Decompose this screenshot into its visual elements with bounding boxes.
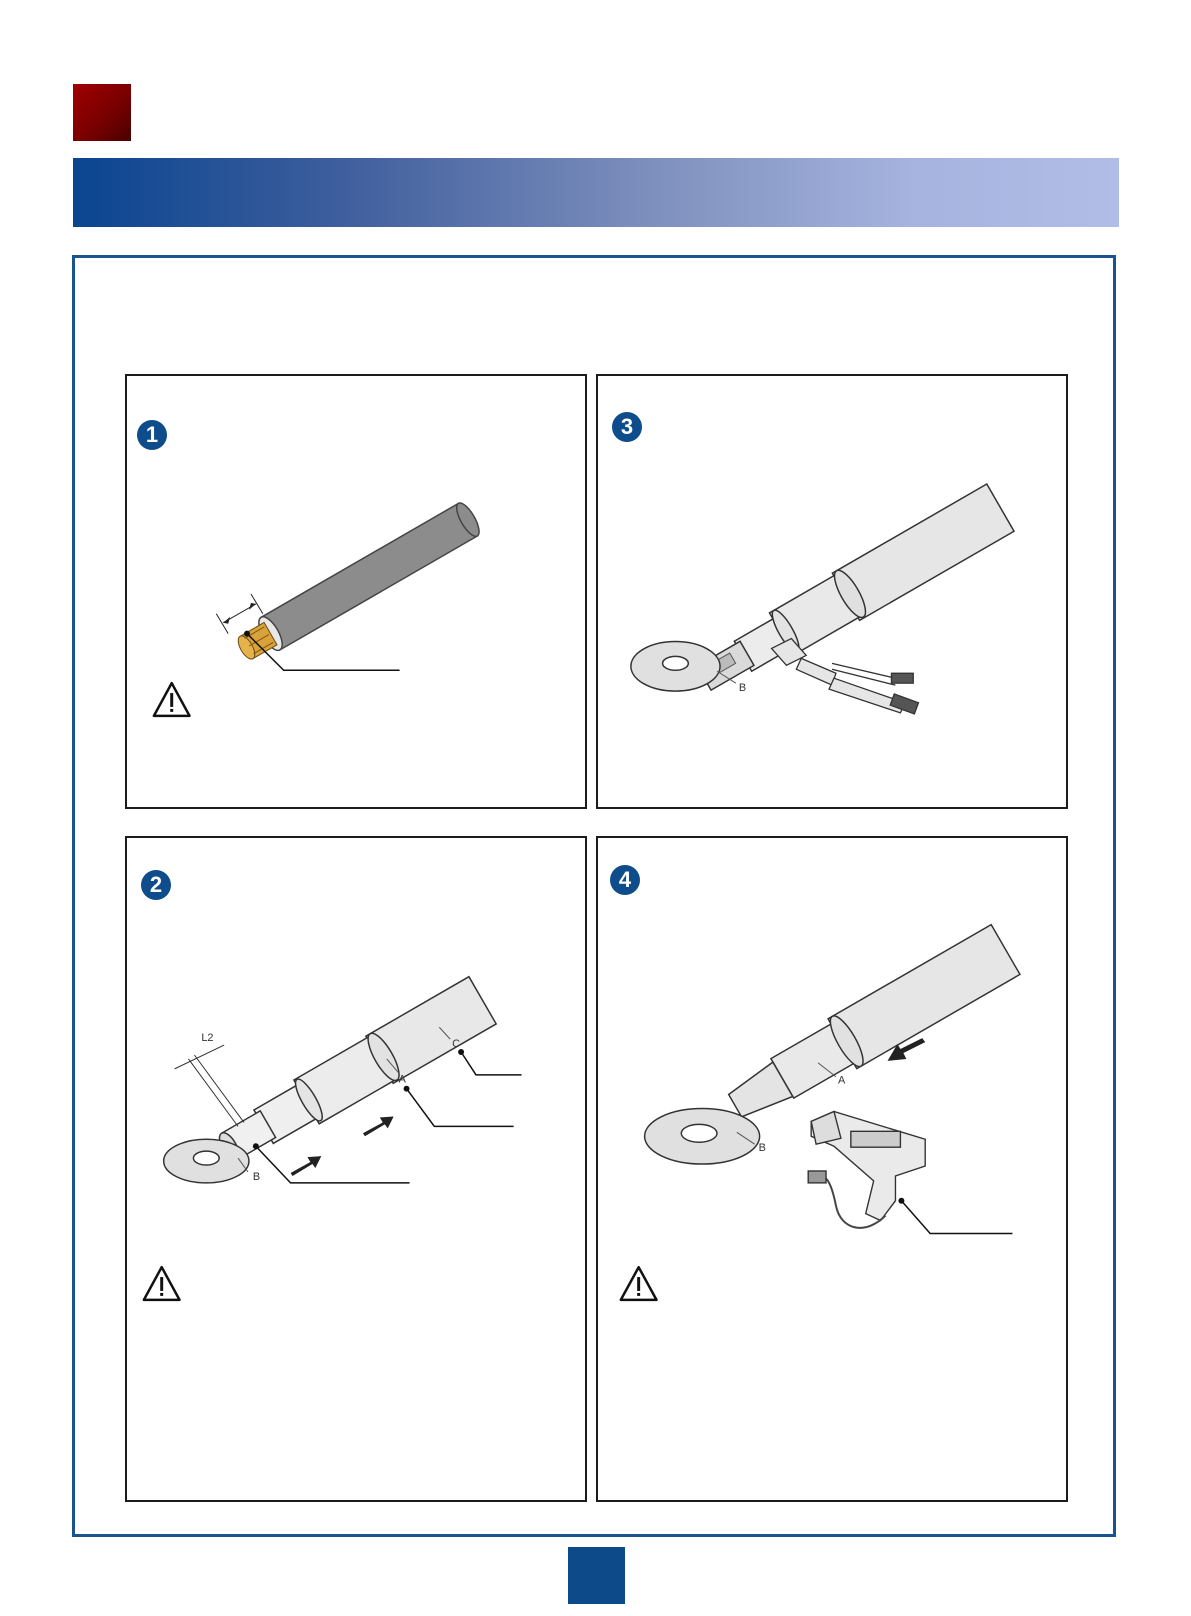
warning-triangle-icon (144, 1267, 180, 1300)
step-1-panel (125, 374, 587, 809)
label-c: C (452, 1038, 461, 1051)
warning-triangle-icon (154, 683, 190, 716)
step-number-badge: 3 (612, 412, 642, 442)
step-4-panel (596, 836, 1068, 1502)
label-b: B (252, 1170, 261, 1183)
step-number-badge: 4 (610, 865, 640, 895)
warning-triangle-icon (621, 1267, 657, 1300)
push-arrow-icon (291, 1156, 322, 1176)
step-2-panel (125, 836, 587, 1502)
page-number-box (568, 1547, 625, 1604)
label-a: A (398, 1073, 406, 1086)
title-bar (73, 158, 1119, 227)
push-arrow-icon (363, 1116, 394, 1136)
step-number-badge: 2 (141, 870, 171, 900)
heat-shrink-tube-illustration (127, 838, 585, 1500)
section-marker (73, 84, 131, 141)
step-number-badge: 1 (137, 420, 167, 450)
heat-gun-illustration (598, 838, 1066, 1500)
label-a: A (837, 1074, 846, 1087)
cable-stripping-illustration (127, 376, 585, 807)
label-b: B (738, 682, 747, 695)
crimping-illustration (598, 376, 1066, 807)
heat-gun-icon (808, 1111, 925, 1227)
label-b: B (758, 1142, 766, 1155)
label-l2: L2 (201, 1032, 214, 1045)
step-3-panel (596, 374, 1068, 809)
